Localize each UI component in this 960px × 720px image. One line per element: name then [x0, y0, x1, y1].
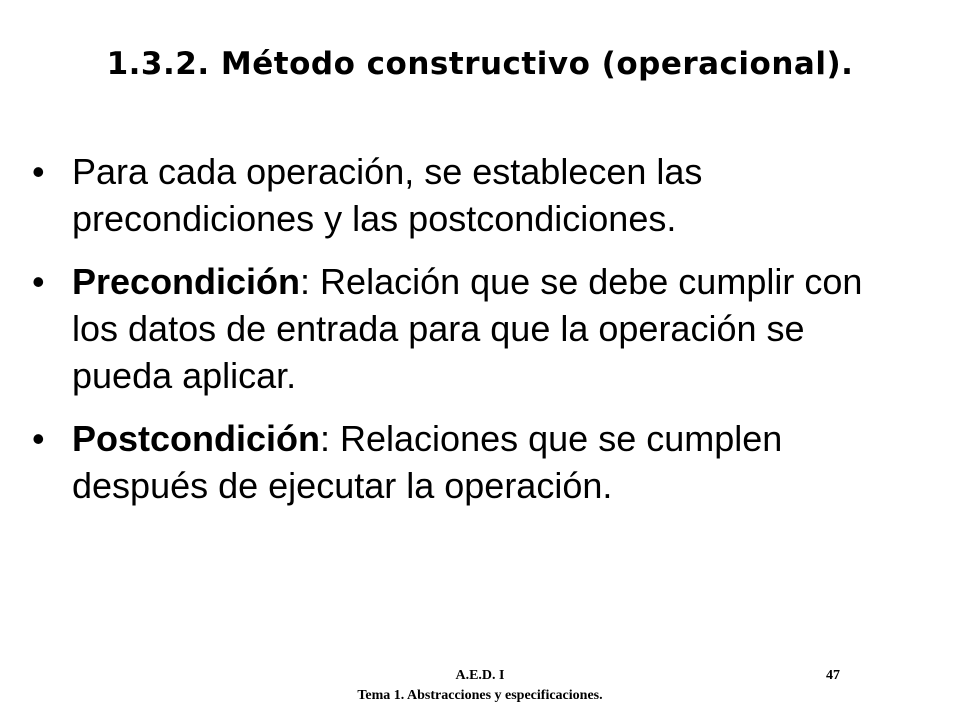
- bullet-term: Postcondición: [72, 418, 321, 459]
- bullet-symbol: •: [32, 418, 45, 459]
- slide-title: 1.3.2. Método constructivo (operacional).: [106, 46, 854, 82]
- bullet-text: : Relaciones que se cumplen después de ejecutar la operación.: [72, 418, 783, 506]
- bullet-term: Precondición: [72, 261, 301, 302]
- bullet-text: Para cada operación, se establecen las precondiciones y las postcondiciones.: [72, 151, 703, 239]
- bullet-item: [32, 258, 912, 399]
- bullet-symbol: •: [32, 261, 45, 302]
- page-number: 47: [826, 668, 840, 683]
- bullet-text: : Relación que se debe cumplir con los datos de entrada para que la operación se pueda aplicar.: [72, 261, 863, 396]
- bullet-list: [32, 148, 912, 525]
- bullet-item: [32, 415, 912, 509]
- footer: [0, 666, 960, 706]
- bullet-symbol: •: [32, 151, 45, 192]
- footer-course: A.E.D. I: [455, 668, 505, 683]
- bullet-item: [32, 148, 912, 242]
- footer-topic: Tema 1. Abstracciones y especificaciones.: [357, 688, 603, 703]
